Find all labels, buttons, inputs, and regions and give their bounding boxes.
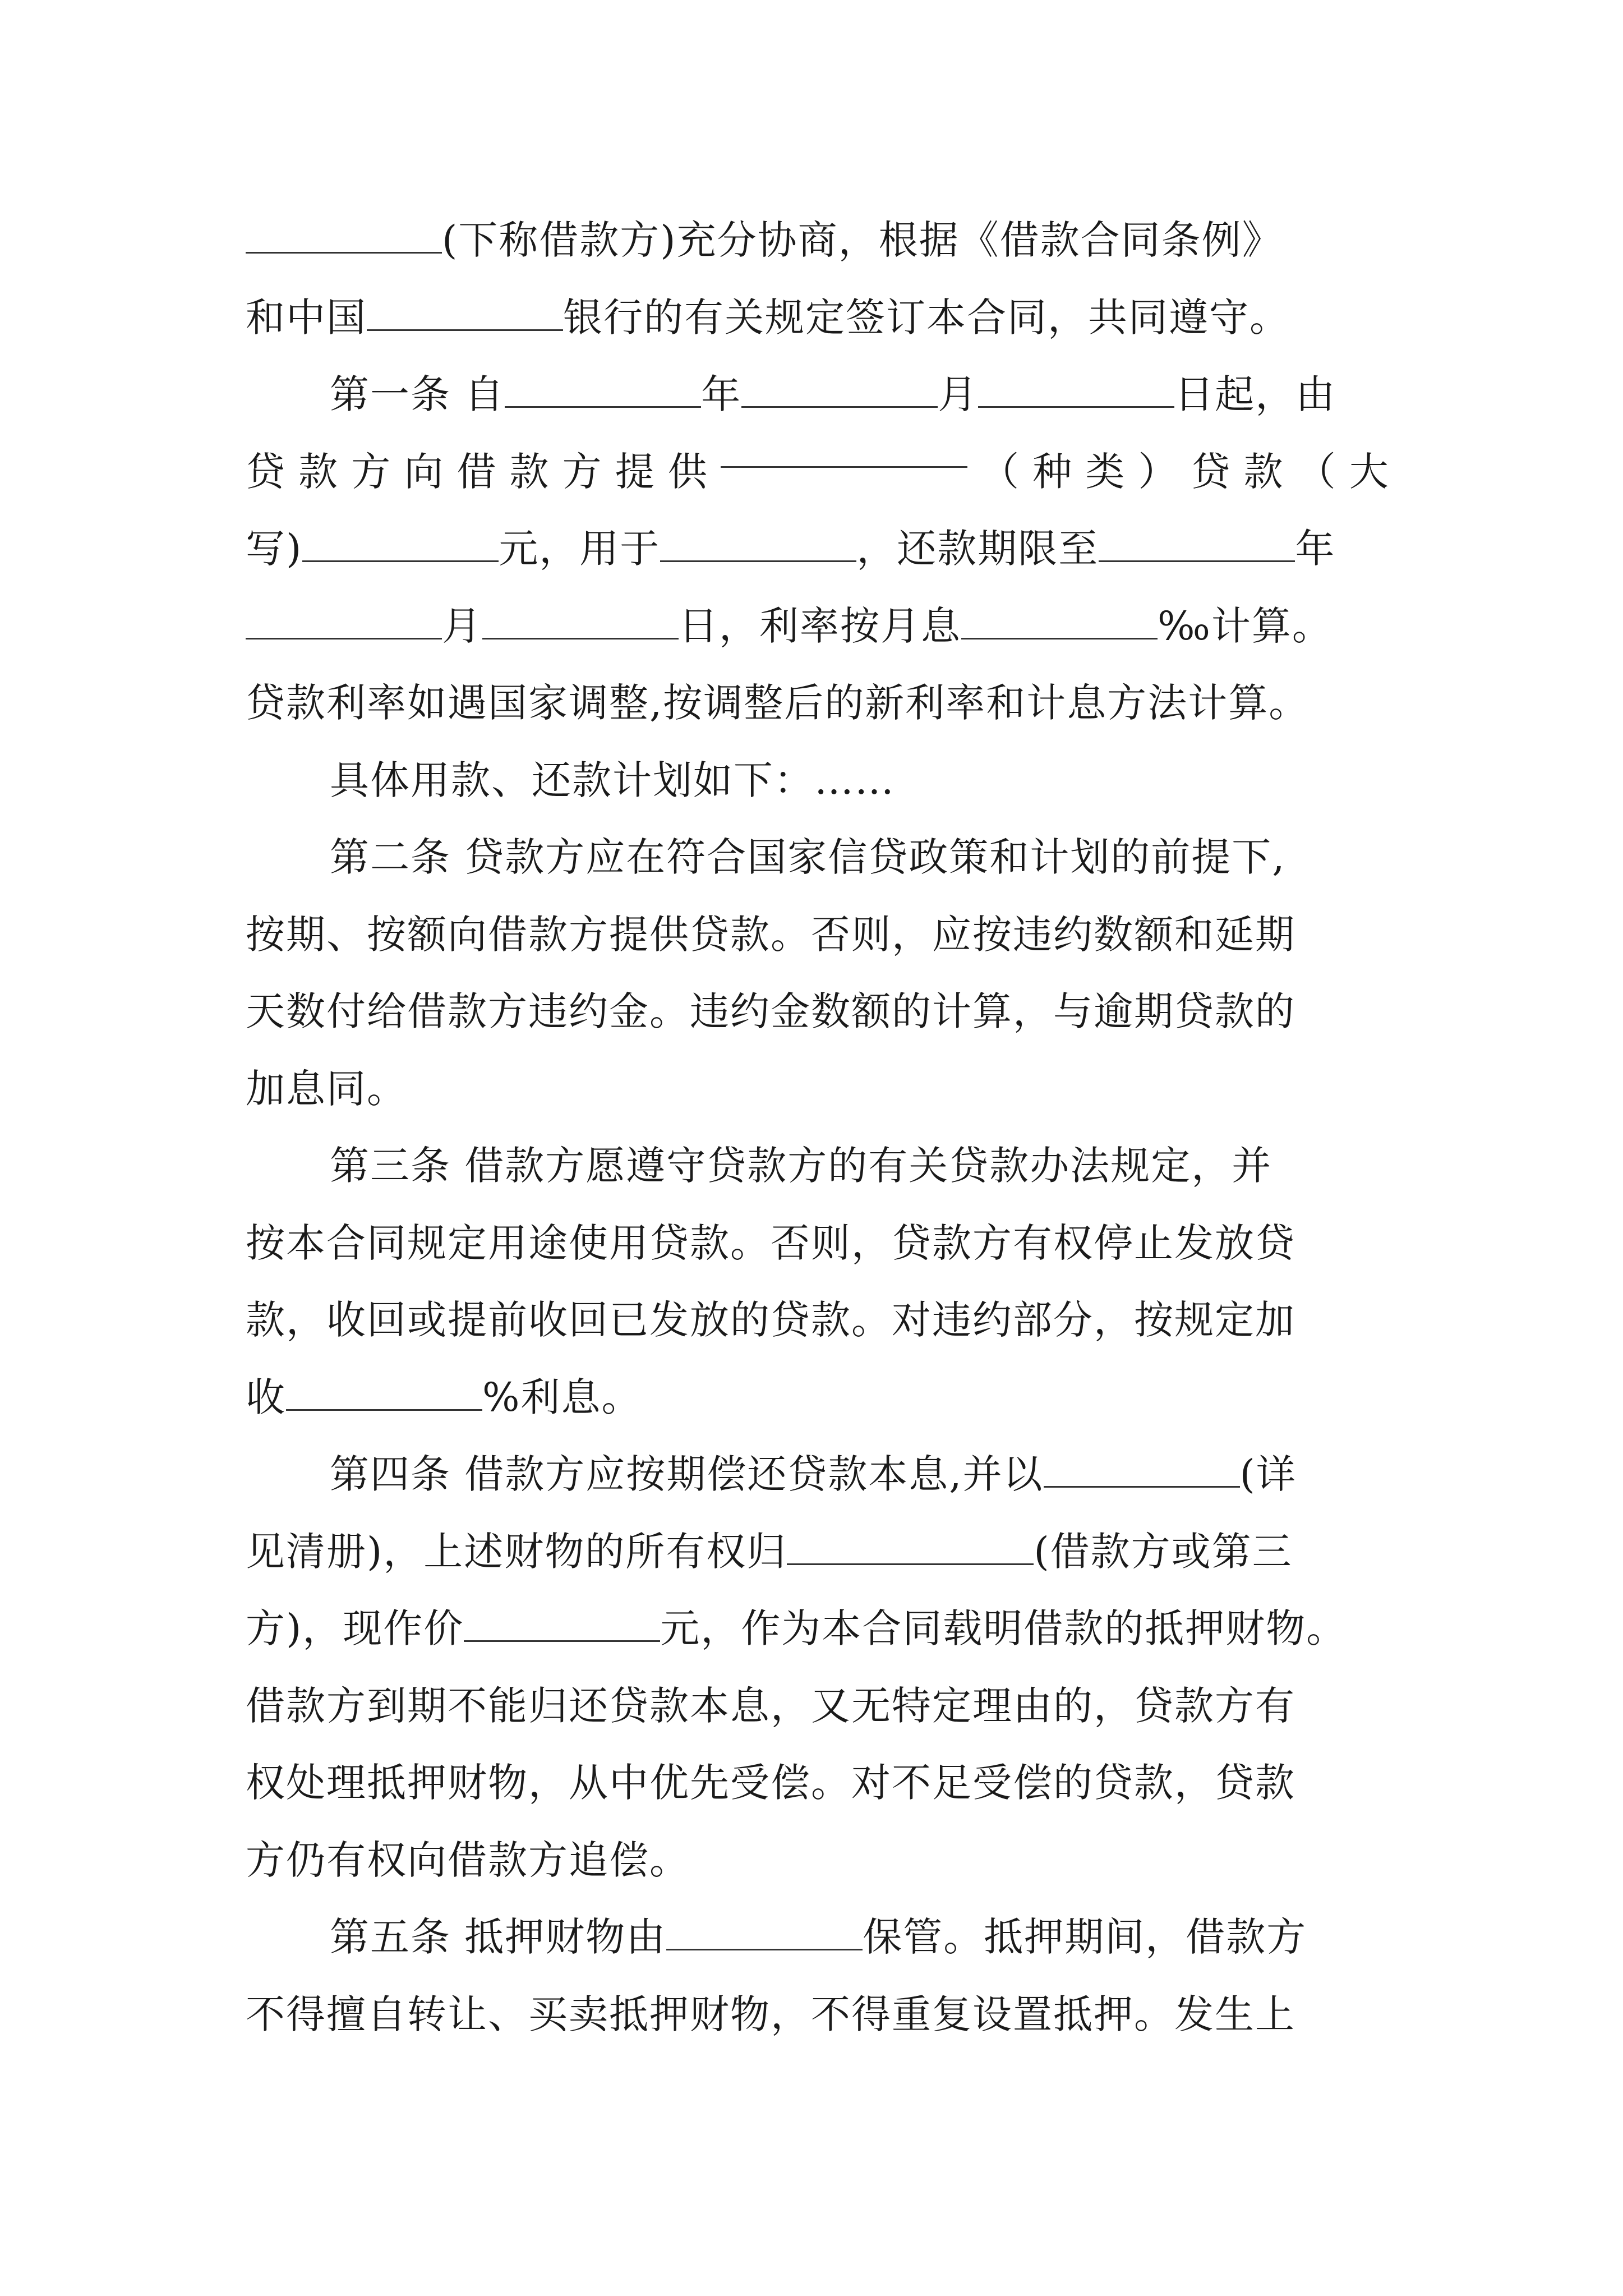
blank-field: [961, 605, 1158, 639]
blank-field: [246, 605, 442, 639]
article-3-line-3: 款，收回或提前收回已发放的贷款。对违约部分，按规定加: [246, 1297, 1295, 1343]
blank-field: [464, 1608, 660, 1642]
blank-field: [741, 374, 938, 408]
article-4-line-4: 借款方到期不能归还贷款本息，又无特定理由的，贷款方有: [246, 1682, 1295, 1729]
article-1-line-6: 具体用款、还款计划如下：……: [330, 757, 895, 803]
article-5-line-2: 不得擅自转让、买卖抵押财物，不得重复设置抵押。发生上: [246, 1991, 1295, 2037]
preamble-line-2: 和中国 银行的有关规定签订本合同，共同遵守。: [246, 294, 1290, 341]
blank-field: [1099, 528, 1295, 562]
blank-field: [787, 1531, 1034, 1565]
article-1-line-5: 贷款利率如遇国家调整,按调整后的新利率和计息方法计算。: [246, 680, 1310, 726]
blank-field: [286, 1377, 482, 1411]
blank-field: [246, 219, 442, 254]
blank-field: [367, 297, 563, 331]
article-4-line-2: 见清册)，上述财物的所有权归 (借款方或第三: [246, 1528, 1293, 1575]
article-4-line-6: 方仍有权向借款方追偿。: [246, 1837, 690, 1883]
blank-field: [666, 1916, 863, 1950]
article-1-line-3: 写) 元，用于 ，还款期限至 年: [246, 526, 1336, 572]
article-4-line-5: 权处理抵押财物，从中优先受偿。对不足受偿的贷款，贷款: [246, 1760, 1295, 1806]
article-1-line-1: 第一条 自 年 月 日起，由: [330, 371, 1336, 417]
article-4-line-3: 方)，现作价 元，作为本合同载明借款的抵押财物。: [246, 1605, 1347, 1651]
article-4-line-1: 第四条 借款方应按期偿还贷款本息,并以 (详: [330, 1451, 1297, 1497]
blank-field: [721, 434, 967, 468]
article-2-line-4: 加息同。: [246, 1065, 407, 1112]
blank-field: [302, 528, 499, 562]
article-3-line-1: 第三条 借款方愿遵守贷款方的有关贷款办法规定，并: [330, 1143, 1272, 1189]
article-3-line-2: 按本合同规定用途使用贷款。否则，贷款方有权停止发放贷: [246, 1220, 1295, 1266]
preamble-line-1: (下称借款方)充分协商，根据《借款合同条例》: [246, 202, 1390, 279]
contract-body: [246, 202, 1390, 2053]
article-3-line-4: 收 %利息。: [246, 1374, 642, 1420]
blank-field: [482, 605, 679, 639]
blank-field: [1044, 1453, 1240, 1488]
blank-field: [505, 374, 701, 408]
article-2-line-2: 按期、按额向借款方提供贷款。否则，应按违约数额和延期: [246, 911, 1295, 958]
blank-field: [660, 528, 856, 562]
blank-field: [978, 374, 1174, 408]
article-2-line-1: 第二条 贷款方应在符合国家信贷政策和计划的前提下,: [330, 834, 1286, 880]
article-5-line-1: 第五条 抵押财物由 保管。抵押期间，借款方: [330, 1914, 1307, 1960]
article-1-line-4: 月 日，利率按月息 ‰计算。: [246, 588, 1390, 665]
article-1-line-2: 贷 款 方 向 借 款 方 提 供 （ 种 类 ） 贷 款 （ 大: [246, 434, 1390, 511]
article-2-line-3: 天数付给借款方违约金。违约金数额的计算，与逾期贷款的: [246, 988, 1295, 1034]
